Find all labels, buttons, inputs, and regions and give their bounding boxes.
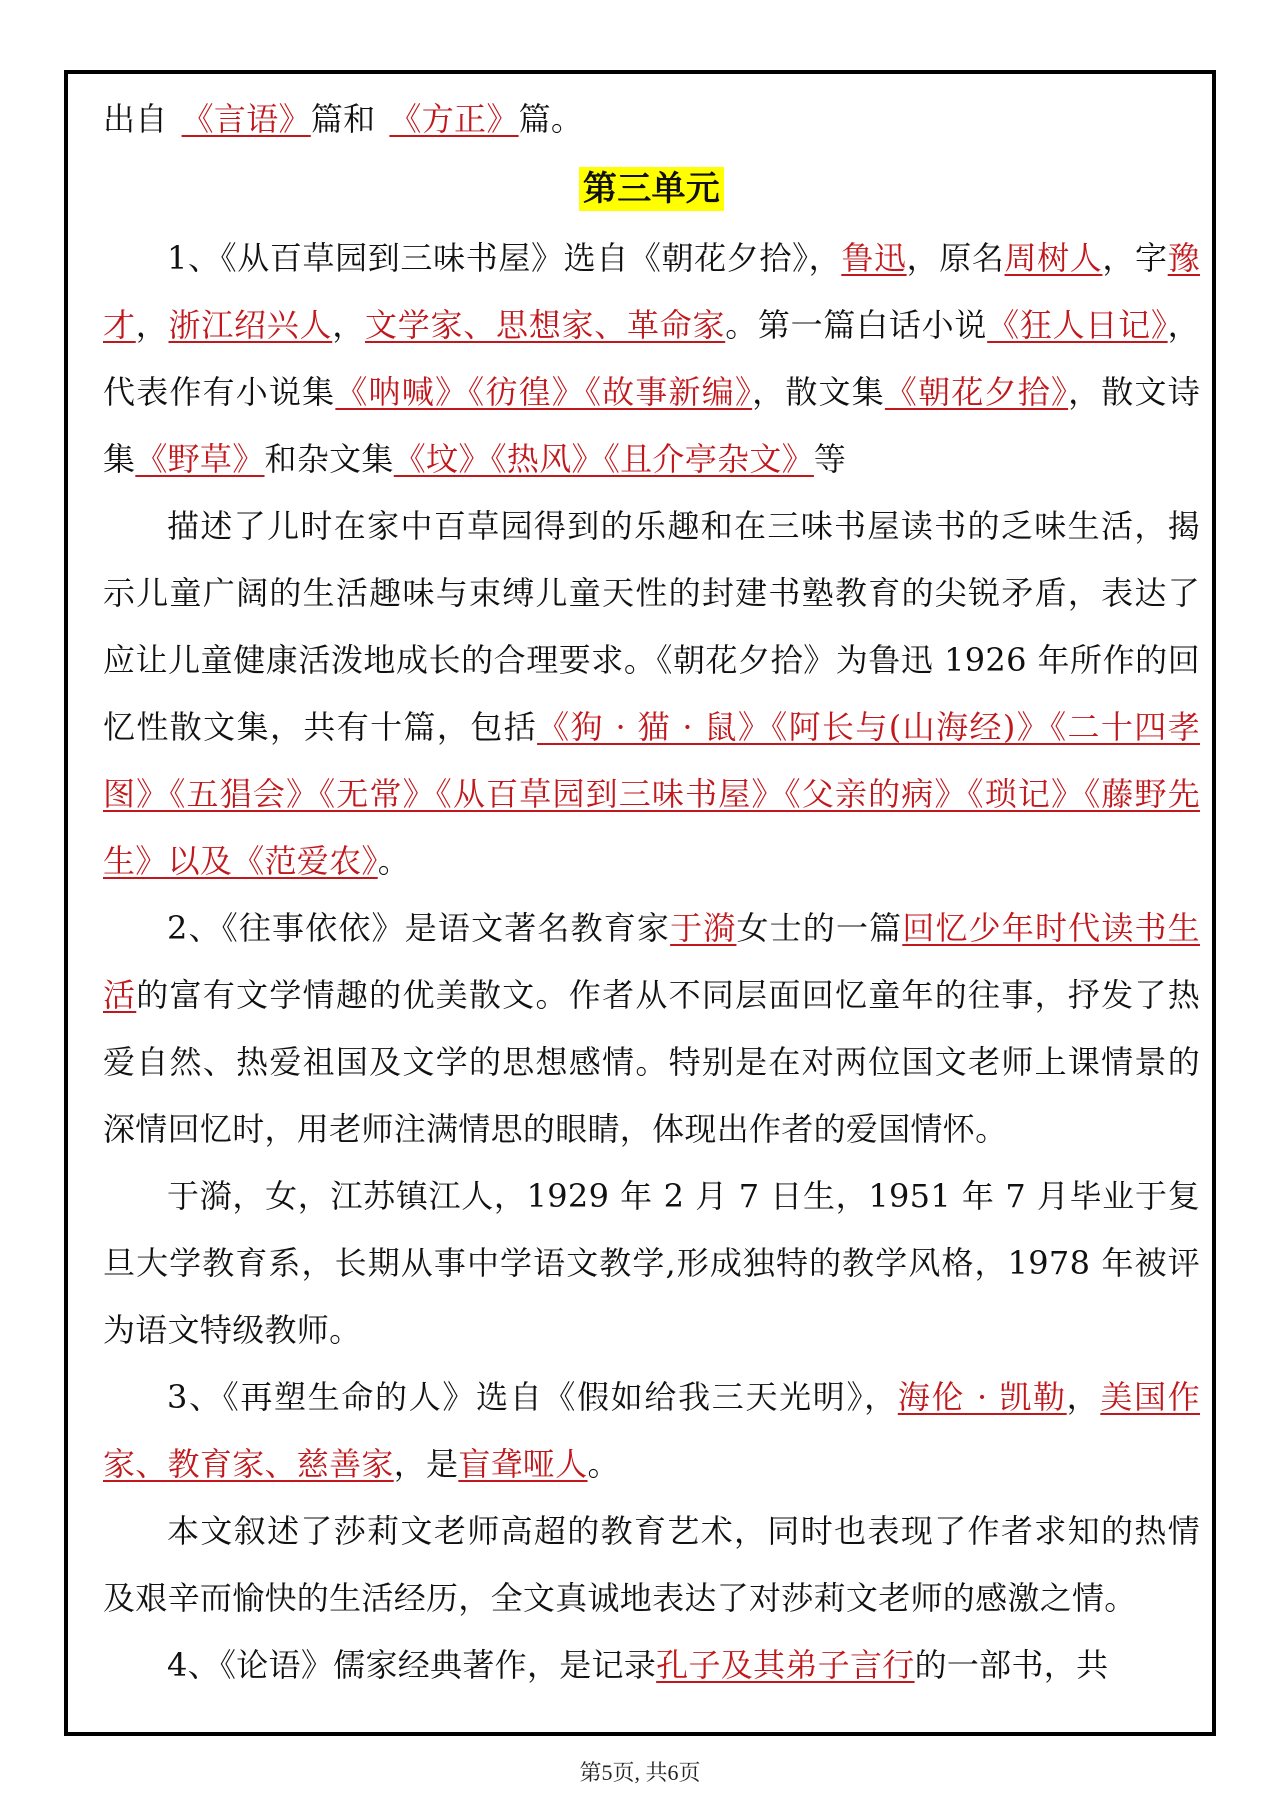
answer-blank: 孔子及其弟子言行 bbox=[656, 1646, 915, 1684]
text-run: 篇和 bbox=[310, 100, 376, 138]
text-run: 的一部书，共 bbox=[914, 1646, 1109, 1684]
text-run: 。 bbox=[377, 842, 411, 880]
text-run: 出自 bbox=[103, 100, 168, 138]
answer-blank: 《野草》 bbox=[135, 440, 265, 478]
text-run: 篇。 bbox=[518, 100, 584, 138]
text-run: 3、《再塑生命的人》选自《假如给我三天光明》， bbox=[167, 1378, 898, 1416]
text-run: ， bbox=[135, 306, 169, 344]
text-run: 女士的一篇 bbox=[736, 909, 903, 947]
text-run: ，散文诗集 bbox=[103, 373, 1200, 478]
text-run: 1、《从百草园到三味书屋》选自《朝花夕拾》， bbox=[167, 239, 842, 277]
text-run: ，代表作有小说集 bbox=[103, 306, 1200, 411]
answer-blank: 《方正》 bbox=[389, 100, 519, 138]
answer-blank: 浙江绍兴人 bbox=[168, 306, 333, 344]
paragraph-3 bbox=[103, 895, 1200, 1163]
answer-blank: 《呐喊》《彷徨》《故事新编》 bbox=[335, 373, 753, 411]
text-run: 2、《往事依依》是语文著名教育家 bbox=[167, 909, 671, 947]
paragraph-6: 本文叙述了莎莉文老师高超的教育艺术，同时也表现了作者求知的热情及艰辛而愉快的生活经历，全文真诚地表达了对莎莉文老师的感激之情。 bbox=[103, 1512, 1200, 1617]
answer-blank: 鲁迅 bbox=[841, 239, 907, 277]
paragraph-4: 于漪，女，江苏镇江人，1929 年 2 月 7 日生，1951 年 7 月毕业于复旦大学教育系，长期从事中学语文教学,形成独特的教学风格，1978 年被评为语文特级教师。 bbox=[103, 1177, 1200, 1349]
answer-blank: 美国作家、教育家、慈善家 bbox=[103, 1378, 1200, 1483]
paragraph-1 bbox=[103, 225, 1200, 493]
unit-heading bbox=[103, 153, 1200, 225]
text-run: 。 bbox=[587, 1445, 620, 1483]
text-run: 。第一篇白话小说 bbox=[725, 306, 988, 344]
answer-blank: 文学家、思想家、革命家 bbox=[364, 306, 726, 344]
text-run: 第三单元 bbox=[579, 167, 724, 211]
answer-blank: 豫才 bbox=[103, 239, 1200, 344]
answer-blank: 盲聋哑人 bbox=[458, 1445, 588, 1483]
text-run: ，字 bbox=[1102, 239, 1168, 277]
line-continuation bbox=[103, 86, 1200, 153]
text-run: 和杂文集 bbox=[264, 440, 394, 478]
text-run: ，是 bbox=[393, 1445, 459, 1483]
answer-blank: 《狗 · 猫 · 鼠》《阿长与(山海经)》《二十四孝图》《五猖会》《无常》《从百草园到三味书屋》《父亲的病》《琐记》《藤野先生》以及《范爱农》 bbox=[103, 708, 1200, 880]
text-run: 的富有文学情趣的优美散文。作者从不同层面回忆童年的往事，抒发了热爱自然、热爱祖国及文学的思想感情。特别是在对两位国文老师上课情景的深情回忆时，用老师注满情思的眼睛，体现出作者的爱国情怀。 bbox=[103, 976, 1200, 1148]
answer-blank: 《朝花夕拾》 bbox=[884, 373, 1069, 411]
answer-blank: 《言语》 bbox=[181, 100, 311, 138]
text-run: ， bbox=[332, 306, 365, 344]
answer-blank: 《狂人日记》 bbox=[987, 306, 1168, 344]
answer-blank: 回忆少年时代读书生活 bbox=[103, 909, 1200, 1014]
text-run: ，散文集 bbox=[752, 373, 885, 411]
page-footer: 第5页, 共6页 bbox=[579, 1760, 701, 1785]
text-run: ，原名 bbox=[906, 239, 1005, 277]
paragraph-7 bbox=[103, 1632, 1200, 1699]
answer-blank: 海伦 · 凯勒 bbox=[897, 1378, 1067, 1416]
answer-blank: 《坟》《热风》《且介亭杂文》 bbox=[393, 440, 814, 478]
answer-blank: 周树人 bbox=[1004, 239, 1103, 277]
text-run: ， bbox=[1066, 1378, 1101, 1416]
paragraph-2 bbox=[103, 493, 1200, 895]
text-run: 4、《论语》儒家经典著作，是记录 bbox=[167, 1646, 657, 1684]
text-run: 等 bbox=[813, 440, 847, 478]
page-frame bbox=[64, 70, 1216, 1736]
paragraph-5 bbox=[103, 1364, 1200, 1498]
text-run: 描述了儿时在家中百草园得到的乐趣和在三味书屋读书的乏味生活，揭示儿童广阔的生活趣味与束缚儿童天性的封建书塾教育的尖锐矛盾，表达了应让儿童健康活泼地成长的合理要求。《朝花夕拾》为鲁迅 1926 年所作的回忆性散文集，共有十篇，包括 bbox=[103, 507, 1200, 746]
answer-blank: 于漪 bbox=[670, 909, 737, 947]
